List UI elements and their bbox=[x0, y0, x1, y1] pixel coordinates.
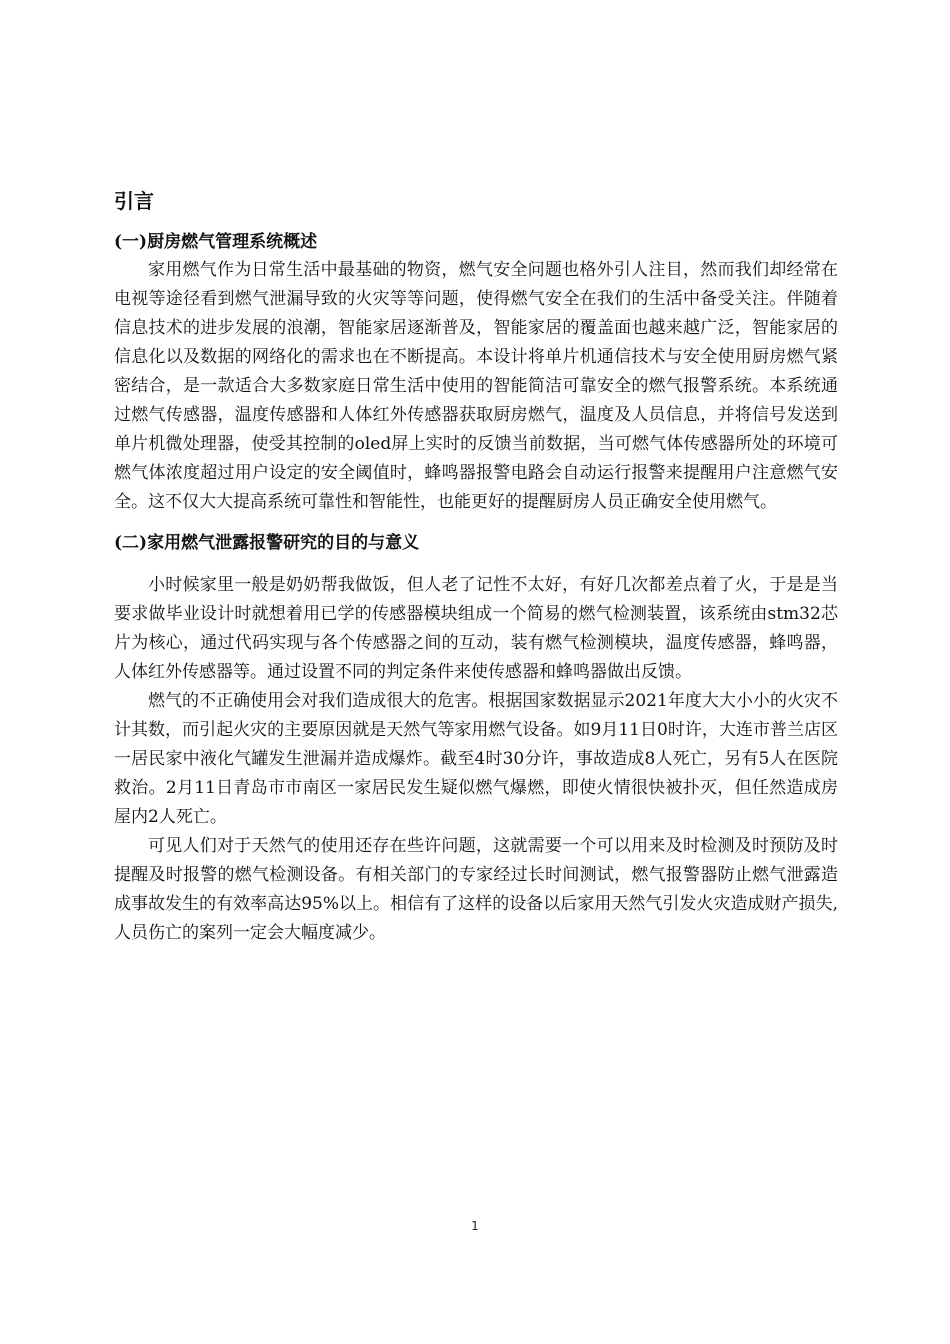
section-heading: (二)家用燃气泄露报警研究的目的与意义 bbox=[114, 533, 420, 553]
paragraph: 小时候家里一般是奶奶帮我做饭，但人老了记性不太好，有好几次都差点着了火，于是是当要求做毕业设计时就想着用已学的传感器模块组成一个简易的燃气检测装置，该系统由stm32芯片为核心，通过代码实现与各个传感器之间的互动，装有燃气检测模块，温度传感器，蜂鸣器，人体红外传感器等。通过设置不同的判定条件来使传感器和蜂鸣器做出反馈。 bbox=[114, 575, 838, 682]
section-purpose bbox=[114, 529, 838, 948]
page-number: 1 bbox=[471, 1219, 479, 1233]
section-overview bbox=[114, 228, 838, 517]
document-body bbox=[114, 186, 838, 948]
paragraph: 燃气的不正确使用会对我们造成很大的危害。根据国家数据显示2021年度大大小小的火灾不计其数，而引起火灾的主要原因就是天然气等家用燃气设备。如9月11日0时许，大连市普兰店区一居民家中液化气罐发生泄漏并造成爆炸。截至4时30分许，事故造成8人死亡，另有5人在医院救治。2月11日青岛市市南区一家居民发生疑似燃气爆燃，即使火情很快被扑灭，但任然造成房屋内2人死亡。 bbox=[114, 691, 838, 827]
paragraph: 可见人们对于天然气的使用还存在些许问题，这就需要一个可以用来及时检测及时预防及时提醒及时报警的燃气检测设备。有相关部门的专家经过长时间测试，燃气报警器防止燃气泄露造成事故发生的有效率高达95%以上。相信有了这样的设备以后家用天然气引发火灾造成财产损失,人员伤亡的案列一定会大幅度减少。 bbox=[114, 836, 838, 943]
section-heading: (一)厨房燃气管理系统概述 bbox=[114, 232, 318, 252]
page-title: 引言 bbox=[114, 189, 154, 213]
paragraph: 家用燃气作为日常生活中最基础的物资，燃气安全问题也格外引人注目，然而我们却经常在电视等途径看到燃气泄漏导致的火灾等等问题，使得燃气安全在我们的生活中备受关注。伴随着信息技术的进步发展的浪潮，智能家居逐渐普及，智能家居的覆盖面也越来越广泛，智能家居的信息化以及数据的网络化的需求也在不断提高。本设计将单片机通信技术与安全使用厨房燃气紧密结合，是一款适合大多数家庭日常生活中使用的智能简洁可靠安全的燃气报警系统。本系统通过燃气传感器，温度传感器和人体红外传感器获取厨房燃气，温度及人员信息，并将信号发送到单片机微处理器，使受其控制的oled屏上实时的反馈当前数据，当可燃气体传感器所处的环境可燃气体浓度超过用户设定的安全阈值时，蜂鸣器报警电路会自动运行报警来提醒用户注意燃气安全。这不仅大大提高系统可靠性和智能性，也能更好的提醒厨房人员正确安全使用燃气。 bbox=[114, 260, 838, 512]
